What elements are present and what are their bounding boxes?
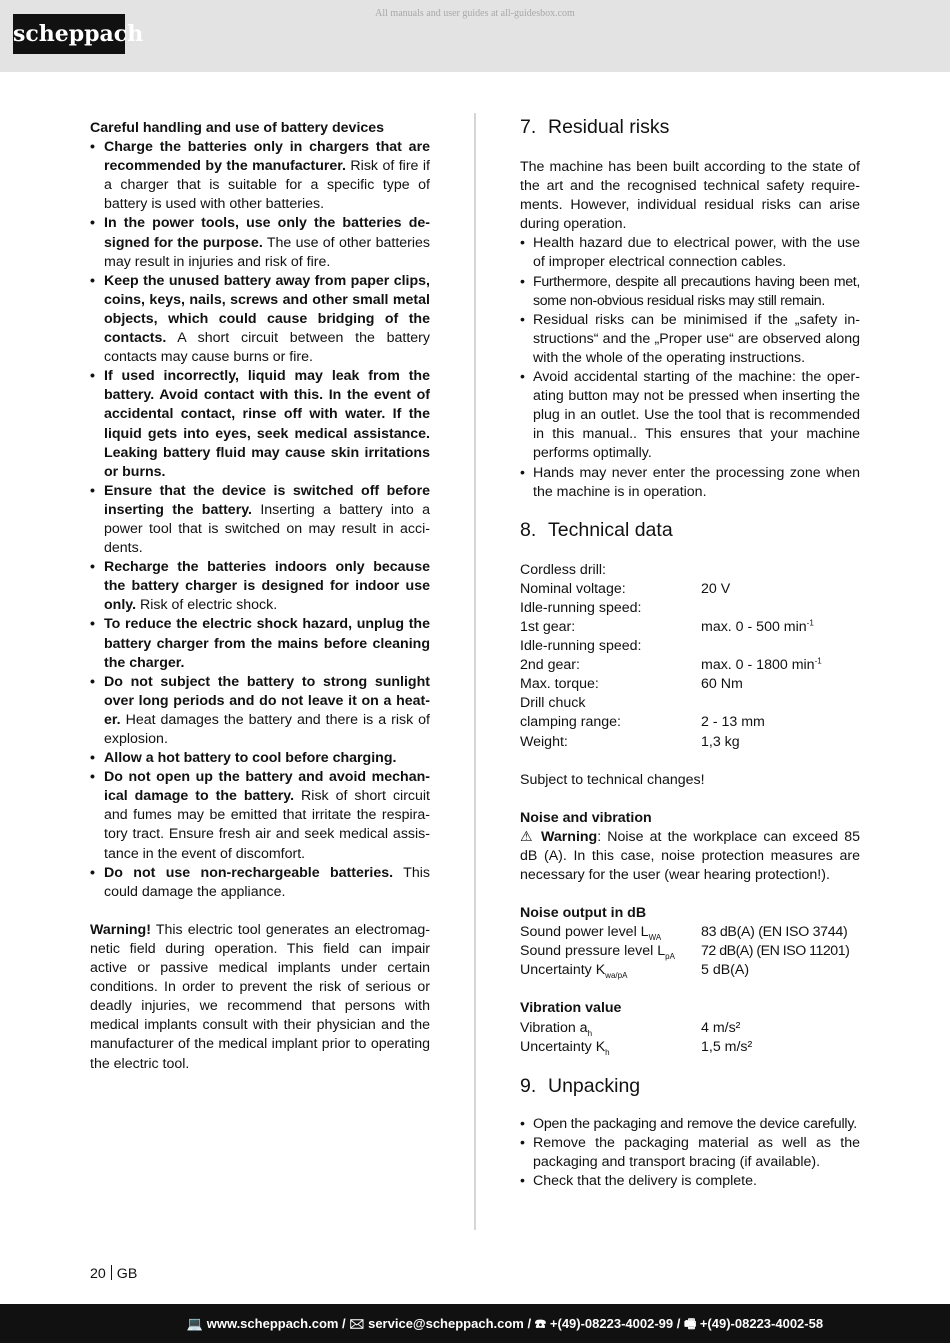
bullet-icon: • bbox=[90, 750, 95, 767]
list-item: • Remove the packaging material as well as the packaging and transport bracing (if available). bbox=[520, 1134, 860, 1170]
bullet-icon: • bbox=[90, 482, 95, 499]
list-item: • Check that the delivery is complete. bbox=[520, 1172, 860, 1191]
bullet-icon: • bbox=[90, 616, 95, 633]
page-separator bbox=[111, 1265, 112, 1280]
table-row: 2nd gear: max. 0 - 1800 $\min^{-1}$ bbox=[520, 656, 822, 674]
list-item: • Open the packaging and remove the device carefully. bbox=[520, 1115, 860, 1134]
unpacking-list bbox=[520, 1115, 860, 1191]
list-item: • Ensure that the device is switched off before inserting the battery. Inserting a battery into a power tool that is switched on may result in accidents. bbox=[90, 482, 430, 557]
table-row: Sound pressure level $L_{pA}$ 72 dB(A) (EN ISO 11201) bbox=[520, 943, 850, 962]
vibration-value-heading: Vibration value bbox=[520, 1000, 622, 1017]
battery-handling-heading: Careful handling and use of battery devices bbox=[90, 120, 385, 136]
unpacking-heading: 9. Unpacking bbox=[520, 1074, 641, 1097]
table-row: Sound power level $L_{WA}$ 83 dB(A) (EN ISO 3744) bbox=[520, 924, 848, 943]
battery-handling-list bbox=[90, 138, 430, 902]
noise-output-heading: Noise output in dB bbox=[520, 905, 647, 922]
noise-output-table bbox=[520, 923, 860, 980]
watermark-text: All manuals and user guides at all-guidesbox.com bbox=[375, 8, 575, 19]
vibration-table bbox=[520, 1019, 860, 1057]
technical-data-table bbox=[520, 561, 860, 752]
residual-risks-list bbox=[520, 234, 860, 501]
table-row: Max. torque: 60 Nm bbox=[520, 676, 743, 693]
right-column bbox=[520, 113, 860, 1191]
table-row: Idle-running speed: bbox=[520, 599, 642, 616]
left-column bbox=[90, 119, 430, 1074]
bullet-icon: • bbox=[90, 864, 95, 881]
bullet-icon: • bbox=[90, 559, 95, 576]
top-bar bbox=[0, 0, 950, 72]
bullet-icon: • bbox=[90, 368, 95, 385]
list-item: • Allow a hot battery to cool before charging. bbox=[90, 749, 430, 768]
list-item: • Furthermore, despite all precautions having been met, some non-obvious residual risks may still remain. bbox=[520, 273, 860, 309]
emf-warning-paragraph: Warning! This electric tool generates an electromagnetic field during operation. This field can impair active or passive medical implants under certain conditions. In order to prevent the risk of serious or deadly injuries, we recommend that persons with medical implants consult with their physician and the manufacturer of the medical implant prior to operating the electric tool. bbox=[90, 921, 430, 1072]
warning-triangle-icon: ⚠ bbox=[520, 828, 535, 845]
list-item: • Hands may never enter the processing zone when the machine is in operation. bbox=[520, 464, 860, 500]
table-row: Weight: 1,3 kg bbox=[520, 733, 740, 750]
list-item: • Charge the batteries only in chargers that are recommended by the manufacturer. Risk of fire if a charger that is suitable for a specific type of battery is used with other batteries. bbox=[90, 139, 430, 213]
bullet-icon: • bbox=[520, 369, 525, 386]
noise-warning-paragraph: ⚠ Warning: Noise at the workplace can exceed 85 dB (A). In this case, noise protection measures are necessary for the user (wear hearing protection!). bbox=[520, 828, 860, 883]
table-row: Drill chuck bbox=[520, 695, 586, 712]
bullet-icon: • bbox=[90, 272, 95, 289]
residual-intro: The machine has been built according to the state of the art and the recognised technical safety requirements. However, individual residual risks can arise during operation. bbox=[520, 159, 860, 233]
bullet-icon: • bbox=[90, 673, 95, 690]
table-row: Uncertainty $K_{wa/pA}$ 5 dB(A) bbox=[520, 962, 750, 981]
list-item: • Residual risks can be minimised if the „safety instructions“ and the „Proper use“ are observed along with the whole of the operating instructions. bbox=[520, 311, 860, 366]
bullet-icon: • bbox=[520, 273, 525, 290]
table-row: Uncertainty $K_h$ 1,5 m/s² bbox=[520, 1038, 753, 1057]
bullet-icon: • bbox=[520, 1134, 525, 1151]
table-row: Nominal voltage: 20 V bbox=[520, 580, 731, 597]
list-item: • If used incorrectly, liquid may leak from the battery. Avoid contact with this. In the event of accidental contact, rinse off with water. If the liquid gets into eyes, seek medical assistance. Leaking battery fluid may cause skin irritations or burns. bbox=[90, 368, 430, 480]
list-item: • In the power tools, use only the batteries designed for the purpose. The use of other batteries may result in injuries and risk of fire. bbox=[90, 215, 431, 270]
subject-to-changes-note: Subject to technical changes! bbox=[520, 771, 705, 788]
table-row: clamping range: 2 - 13 mm bbox=[520, 714, 765, 731]
list-item: • Recharge the batteries indoors only because the battery charger is designed for indoor use only. Risk of electric shock. bbox=[90, 559, 430, 614]
bullet-icon: • bbox=[520, 235, 525, 252]
bullet-icon: • bbox=[520, 1115, 525, 1132]
list-item: • To reduce the electric shock hazard, unplug the battery charger from the mains before cleaning the charger. bbox=[90, 616, 430, 671]
bullet-icon: • bbox=[520, 311, 525, 328]
contact-info: 💻 www.scheppach.com / 🖂 service@scheppach.com / ☎ +(49)-08223-4002-99 / 🖷 +(49)-08223-4002-58 bbox=[186, 1316, 824, 1331]
table-row: Vibration $a_h$ 4 m/s² bbox=[520, 1019, 741, 1038]
list-item: • Do not use non-rechargeable batteries. This could damage the appliance. bbox=[90, 864, 430, 900]
column-divider bbox=[474, 113, 476, 1230]
page-number: 20 GB bbox=[90, 1266, 138, 1282]
technical-data-heading: 8. Technical data bbox=[520, 518, 673, 541]
list-item: • Do not open up the battery and avoid mechanical damage to the battery. Risk of short circuit and fumes may be emitted that irritate the respiratory tract. Ensure fresh air and seek medical assistance in the event of discomfort. bbox=[90, 769, 431, 862]
bullet-icon: • bbox=[90, 139, 95, 156]
table-row: 1st gear: max. 0 - 500 $\min^{-1}$ bbox=[520, 618, 814, 635]
table-row: Idle-running speed: bbox=[520, 638, 642, 655]
list-item: • Avoid accidental starting of the machine: the operating button may not be pressed when inserting the plug in an outlet. Use the tool that is recommended in this manual.. This ensures that your machine performs optimally. bbox=[520, 369, 860, 462]
list-item: • Do not subject the battery to strong sunlight over long periods and do not leave it on a heater. Heat damages the battery and there is a risk of explosion. bbox=[90, 673, 430, 747]
bullet-icon: • bbox=[90, 769, 95, 786]
residual-risks-heading: 7. Residual risks bbox=[520, 116, 670, 138]
bullet-icon: • bbox=[90, 215, 95, 232]
brand-logo: scheppach bbox=[13, 14, 125, 54]
bullet-icon: • bbox=[520, 1173, 525, 1190]
list-item: • Keep the unused battery away from paper clips, coins, keys, nails, screws and other small metal objects, which could cause bridging of the contacts. A short circuit between the battery contacts may cause burns or fire. bbox=[90, 272, 430, 366]
contact-bar bbox=[0, 1304, 950, 1343]
noise-vibration-heading: Noise and vibration bbox=[520, 809, 652, 826]
table-row: Cordless drill: bbox=[520, 561, 606, 578]
list-item: • Health hazard due to electrical power, with the use of improper electrical connection cables. bbox=[520, 235, 860, 271]
bullet-icon: • bbox=[520, 464, 525, 481]
